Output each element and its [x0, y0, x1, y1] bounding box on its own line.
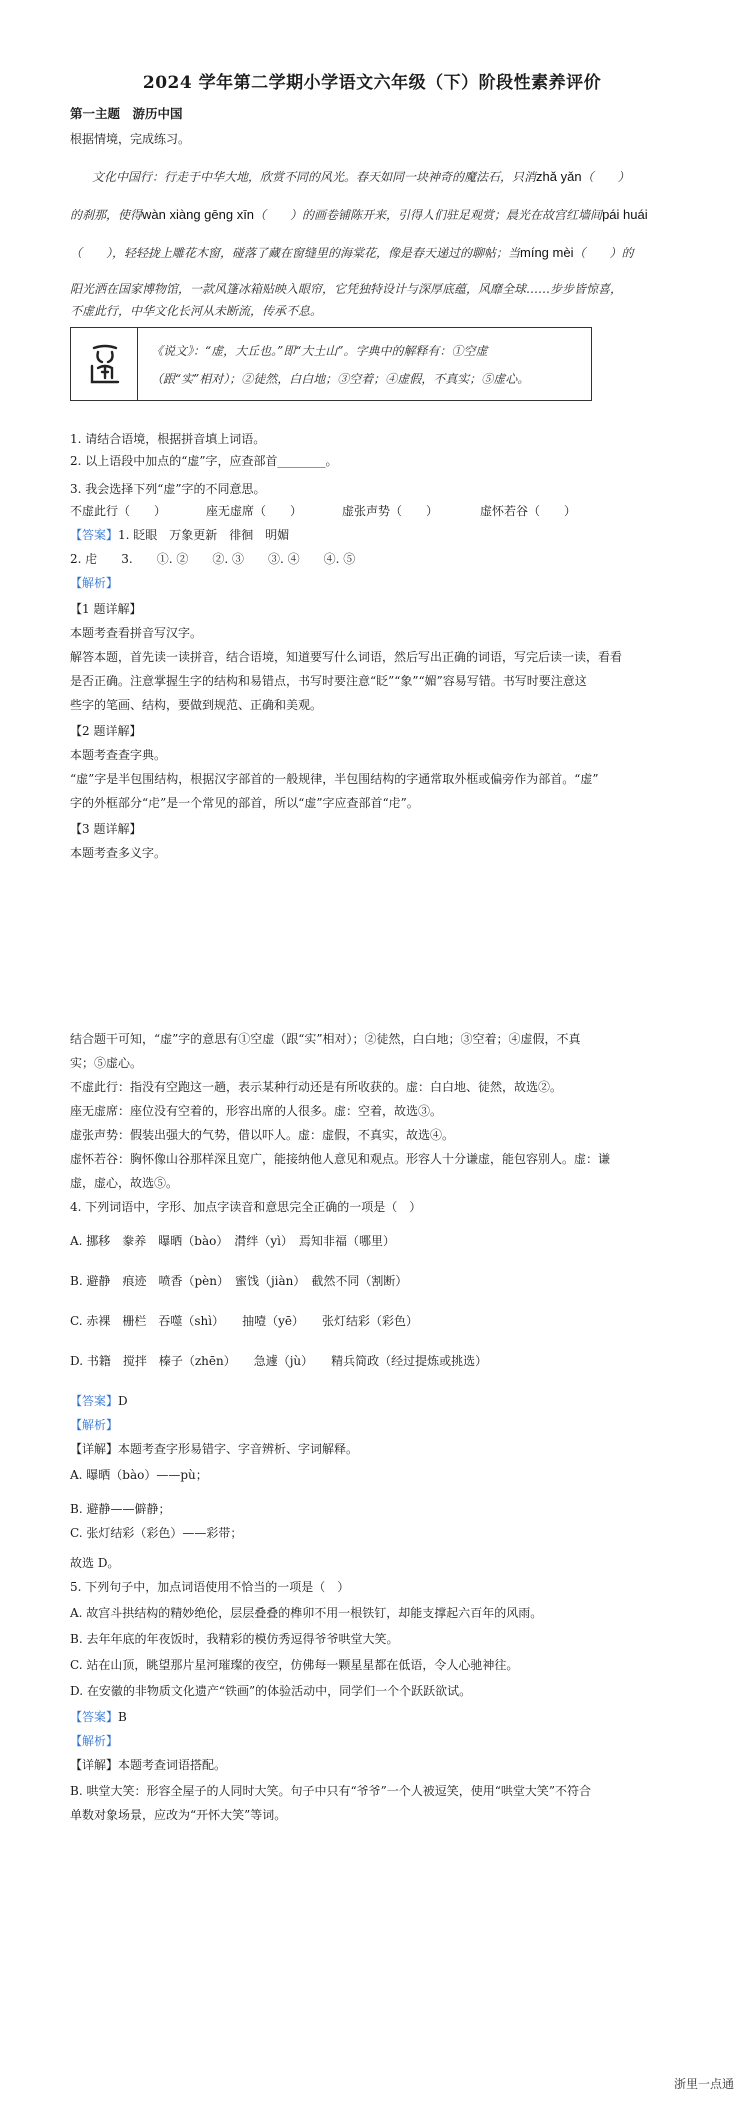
detail-text: 本题考查看拼音写汉字。	[70, 626, 203, 640]
detail-text: A. 曝晒（bào）——pù；	[70, 1468, 208, 1482]
question-3-item: 虚怀若谷（ ）	[480, 504, 577, 518]
question-5-option: B. 去年年底的年夜饭时，我精彩的模仿秀逗得爷爷哄堂大笑。	[70, 1632, 399, 1646]
passage-line	[92, 168, 630, 185]
detail-text: “虚”字是半包围结构，根据汉字部首的一般规律，半包围结构的字通常取外框或偏旁作为部首。“虚”	[70, 772, 599, 786]
question-3-item: 座无虚席（ ）	[206, 504, 303, 518]
question-5-option: C. 站在山顶，眺望那片星河璀璨的夜空，仿佛每一颗星星都在低语，令人心驰神往。	[70, 1658, 519, 1672]
passage-line	[70, 206, 648, 223]
pinyin: pái huái	[602, 207, 648, 222]
blank: （ ）	[581, 170, 630, 184]
passage-line: 阳光洒在国家博物馆，一款风篷冰箱贴映入眼帘，它凭独特设计与深厚底蕴，风靡全球……步步皆惊喜，	[70, 282, 623, 296]
answer-text: D	[118, 1394, 128, 1408]
question-4-option: A. 挪移 豢养 曝晒（bào） 潸绊（yì） 焉知非福（哪里）	[70, 1234, 395, 1248]
question-1: 1. 请结合语境，根据拼音填上词语。	[70, 432, 266, 446]
detail-text: C. 张灯结彩（彩色）——彩带；	[70, 1526, 243, 1540]
detail-text: 单数对象场景，应改为“开怀大笑”等词。	[70, 1808, 287, 1822]
detail-text: 虚，虚心，故选⑤。	[70, 1176, 179, 1190]
pinyin: míng mèi	[520, 245, 574, 260]
detail-heading: 【2 题详解】	[70, 724, 142, 738]
passage-text: （ ）的画卷铺陈开来，引得人们驻足观赏；晨光在故宫红墙间	[254, 208, 603, 222]
detail-heading: 【3 题详解】	[70, 822, 142, 836]
question-5-option: D. 在安徽的非物质文化遗产“铁画”的体验活动中，同学们一个个跃跃欲试。	[70, 1684, 472, 1698]
pinyin: zhǎ yǎn	[536, 169, 582, 184]
detail-text: 【详解】本题考查词语搭配。	[70, 1758, 227, 1772]
question-2: 2. 以上语段中加点的“虚”字，应查部首________。	[70, 454, 338, 468]
answer-tag: 【答案】	[70, 1710, 119, 1724]
question-4-option: B. 避静 痕迹 喷香（pèn） 蜜饯（jiàn） 截然不同（割断）	[70, 1274, 408, 1288]
detail-text: 虚怀若谷：胸怀像山谷那样深且宽广，能接纳他人意见和观点。形容人十分谦虚，能包容别人。虚：谦	[70, 1152, 611, 1166]
passage-line	[70, 244, 634, 261]
answer-row	[70, 1708, 127, 1725]
question-4-option: C. 赤裸 栅栏 吞噬（shì） 抽噎（yē） 张灯结彩（彩色）	[70, 1314, 418, 1328]
answer-text: 1. 眨眼 万象更新 徘徊 明媚	[118, 528, 290, 542]
dictionary-box	[70, 327, 592, 401]
detail-text: 些字的笔画、结构，要做到规范、正确和美观。	[70, 698, 323, 712]
analysis-tag: 【解析】	[70, 1734, 119, 1748]
seal-character-icon	[88, 342, 122, 386]
passage-text: 的刹那，使得	[70, 208, 143, 222]
analysis-tag: 【解析】	[70, 576, 119, 590]
answer-row	[70, 1392, 128, 1409]
detail-text: 本题考查多义字。	[70, 846, 167, 860]
detail-heading: 【1 题详解】	[70, 602, 142, 616]
passage-text: （ ）的	[573, 246, 634, 260]
dictionary-line: （跟“实”相对）；②徒然，白白地；③空着；④虚假，不真实；⑤虚心。	[151, 372, 530, 386]
question-3-item: 不虚此行（ ）	[70, 504, 167, 518]
detail-text: 结合题干可知，“虚”字的意思有①空虚（跟“实”相对）；②徒然，白白地；③空着；④虚假，不真	[70, 1032, 581, 1046]
analysis-tag: 【解析】	[70, 1418, 119, 1432]
answer-text: B	[118, 1710, 127, 1724]
pinyin: wàn xiàng gēng xīn	[142, 207, 255, 222]
answer-tag: 【答案】	[70, 528, 119, 542]
detail-text: 实；⑤虚心。	[70, 1056, 143, 1070]
section-instruction: 根据情境，完成练习。	[70, 132, 191, 146]
detail-text: 【详解】本题考查字形易错字、字音辨析、字词解释。	[70, 1442, 359, 1456]
detail-text: 虚张声势：假装出强大的气势，借以吓人。虚：虚假，不真实，故选④。	[70, 1128, 455, 1142]
detail-text: 不虚此行：指没有空跑这一趟，表示某种行动还是有所收获的。虚：白白地、徒然，故选②。	[70, 1080, 563, 1094]
passage-text: 文化中国行：行走于中华大地，欣赏不同的风光。春天如同一块神奇的魔法石，只消	[92, 170, 537, 184]
footer-brand: 浙里一点通	[673, 2077, 734, 2091]
question-4-option: D. 书籍 搅拌 榛子（zhēn） 急遽（jù） 精兵简政（经过提炼或挑选）	[70, 1354, 488, 1368]
question-5-option: A. 故宫斗拱结构的精妙绝伦，层层叠叠的榫卯不用一根铁钉，却能支撑起六百年的风雨。	[70, 1606, 543, 1620]
detail-text: 字的外框部分“虍”是一个常见的部首，所以“虚”字应查部首“虍”。	[70, 796, 419, 810]
question-3: 3. 我会选择下列“虚”字的不同意思。	[70, 482, 266, 496]
detail-text: 是否正确。注意掌握生字的结构和易错点，书写时要注意“眨”“象”“媚”容易写错。书写时要注意这	[70, 674, 587, 688]
answer-row	[70, 526, 289, 543]
question-3-item: 虚张声势（ ）	[342, 504, 439, 518]
detail-text: 故选 D。	[70, 1556, 120, 1570]
page-title: 2024 学年第二学期小学语文六年级（下）阶段性素养评价	[142, 73, 602, 93]
detail-text: B. 哄堂大笑：形容全屋子的人同时大笑。句子中只有“爷爷”一个人被逗笑，使用“哄堂大笑”不符合	[70, 1784, 591, 1798]
seal-cell	[71, 328, 138, 400]
detail-text: 本题考查查字典。	[70, 748, 167, 762]
detail-text: 解答本题，首先读一读拼音，结合语境，知道要写什么词语，然后写出正确的词语，写完后读一读，看看	[70, 650, 623, 664]
question-5-stem: 5. 下列句子中，加点词语使用不恰当的一项是（ ）	[70, 1580, 350, 1594]
answer-row: 2. 虍 3. ①. ② ②. ③ ③. ④ ④. ⑤	[70, 552, 356, 566]
section-heading: 第一主题 游历中国	[70, 106, 183, 121]
detail-text: 座无虚席：座位没有空着的，形容出席的人很多。虚：空着，故选③。	[70, 1104, 443, 1118]
passage-line: 不虚此行，中华文化长河从未断流，传承不息。	[70, 304, 323, 318]
passage-text: （ ），轻轻拢上雕花木窗，碰落了藏在窗缝里的海棠花，像是春天递过的聊帖；当	[70, 246, 521, 260]
detail-text: B. 避静——僻静；	[70, 1502, 171, 1516]
answer-tag: 【答案】	[70, 1394, 119, 1408]
question-4-stem: 4. 下列词语中，字形、加点字读音和意思完全正确的一项是（ ）	[70, 1200, 422, 1214]
dictionary-line: 《说文》：“虚，大丘也。”即“大土山”。字典中的解释有：①空虚	[151, 344, 488, 358]
